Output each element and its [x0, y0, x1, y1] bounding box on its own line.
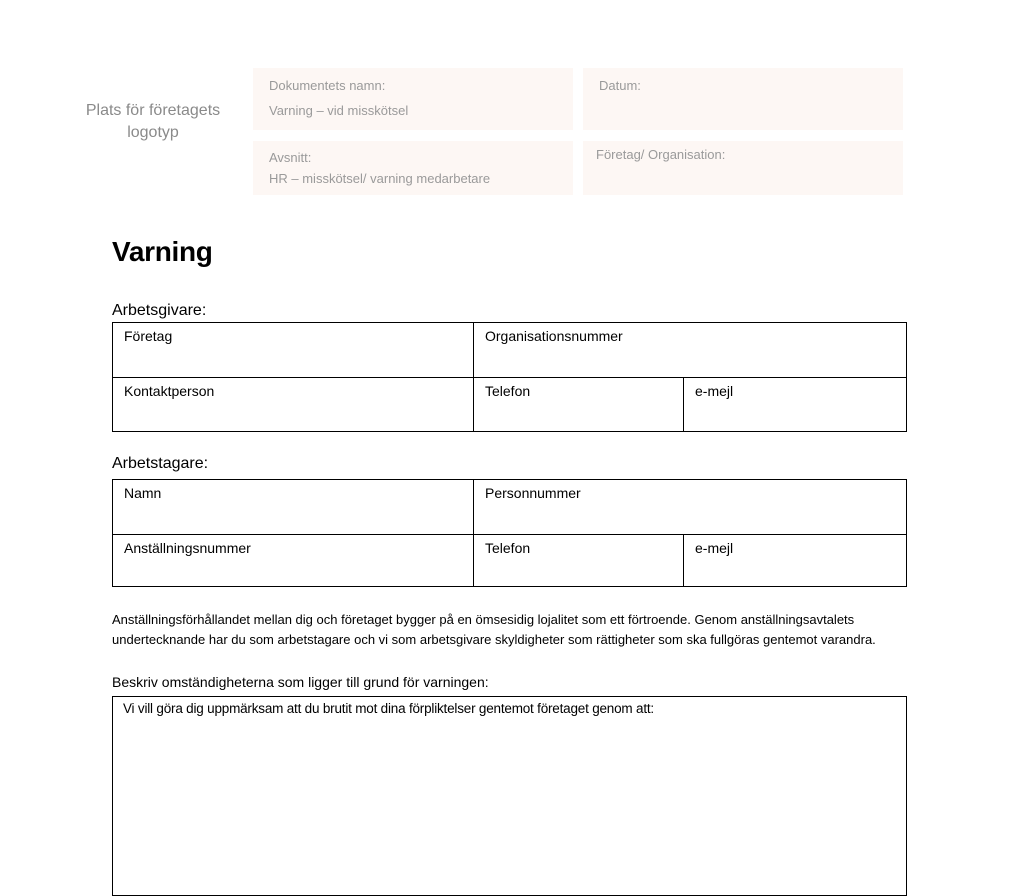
- date-field[interactable]: [583, 68, 903, 130]
- intro-paragraph: Anställningsförhållandet mellan dig och företaget bygger på en ömsesidig lojalitet som ett förtroende. Genom anställningsavtalets undertecknande har du som arbetstagare och vi som arbetsgivare skyldigheter som rättigheter som ska fullgöras gentemot varandra.: [112, 612, 876, 647]
- employer-org-number-cell[interactable]: [474, 323, 906, 377]
- employee-phone-label: Telefon: [485, 540, 531, 556]
- company-organisation-label: Företag/ Organisation:: [596, 147, 726, 162]
- employee-email-cell[interactable]: [684, 535, 906, 586]
- company-organisation-field[interactable]: [583, 141, 903, 195]
- employer-contact-cell[interactable]: [113, 378, 474, 432]
- employer-table: [112, 322, 907, 432]
- employee-name-cell[interactable]: [113, 480, 474, 534]
- employer-phone-label: Telefon: [485, 383, 531, 399]
- employer-company-label: Företag: [124, 328, 173, 344]
- employee-number-label: Anställningsnummer: [124, 540, 251, 556]
- document-name-label: Dokumentets namn:: [269, 78, 386, 93]
- section-label: Avsnitt:: [269, 150, 312, 165]
- table-row: [113, 480, 906, 535]
- employer-contact-label: Kontaktperson: [124, 383, 215, 399]
- section-field[interactable]: [253, 141, 573, 195]
- employee-phone-cell[interactable]: [474, 535, 684, 586]
- page-title: Varning: [112, 236, 213, 267]
- employer-company-cell[interactable]: [113, 323, 474, 377]
- employer-heading: Arbetsgivare:: [112, 302, 207, 319]
- table-row: [113, 535, 906, 586]
- employer-phone-cell[interactable]: [474, 378, 684, 432]
- describe-circumstances-label: Beskriv omständigheterna som ligger till grund för varningen:: [112, 674, 489, 690]
- employee-heading: Arbetstagare:: [112, 455, 209, 472]
- employer-org-number-label: Organisationsnummer: [485, 328, 623, 344]
- describe-circumstances-box[interactable]: [112, 696, 907, 896]
- employer-email-cell[interactable]: [684, 378, 906, 432]
- logo-placeholder: Plats för företagets logotyp: [85, 102, 221, 141]
- date-label: Datum:: [599, 78, 641, 93]
- table-row: [113, 378, 906, 432]
- employee-name-label: Namn: [124, 485, 162, 501]
- employee-personal-number-cell[interactable]: [474, 480, 906, 534]
- employee-email-label: e-mejl: [695, 540, 734, 556]
- employee-personal-number-label: Personnummer: [485, 485, 581, 501]
- table-row: [113, 323, 906, 378]
- section-value: HR – misskötsel/ varning medarbetare: [269, 171, 491, 186]
- document-name-field[interactable]: [253, 68, 573, 130]
- document-name-value: Varning – vid misskötsel: [269, 103, 409, 118]
- employer-email-label: e-mejl: [695, 383, 734, 399]
- describe-circumstances-text: Vi vill göra dig uppmärksam att du brutit mot dina förpliktelser gentemot företaget genom att:: [123, 701, 654, 716]
- employee-number-cell[interactable]: [113, 535, 474, 586]
- employee-table: [112, 479, 907, 587]
